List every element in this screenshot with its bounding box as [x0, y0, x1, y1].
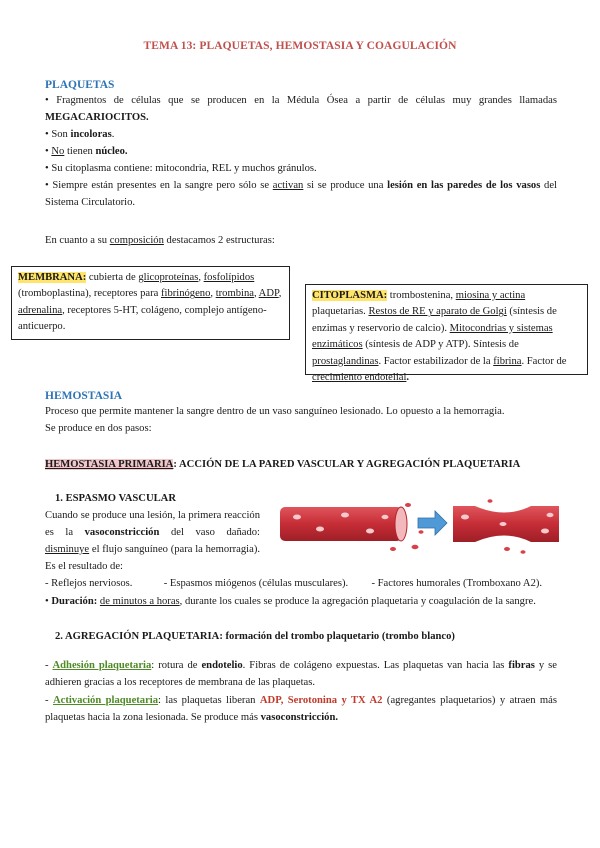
- bullet-activacion: • Siempre están presentes en la sangre pero sólo se activan si se produce una lesión en las paredes de los vasos del Sistema Circulatorio.: [45, 179, 557, 208]
- hemostasia-primaria-heading: HEMOSTASIA PRIMARIA: ACCIÓN DE LA PARED VASCULAR Y AGREGACIÓN PLAQUETARIA: [45, 459, 521, 470]
- bullet-nucleo: • No tienen núcleo.: [45, 145, 128, 157]
- hemostasia-intro: [45, 404, 565, 438]
- membrana-box: MEMBRANA: cubierta de glicoproteínas, fosfolípidos (tromboplastina), receptores para fibrinógeno, trombina, ADP, adrenalina, receptores 5-HT, colágeno, complejo antígeno-anticuerpo.: [11, 266, 290, 340]
- vessel-constricted-icon: [453, 499, 559, 554]
- hemostasia-steps-line: Se produce en dos pasos:: [45, 422, 152, 434]
- espasmo-text: Cuando se produce una lesión, la primera reacción es la vasoconstricción del vaso dañado: disminuye el flujo sanguíneo (para la hemorragia). Es el resultado de:: [45, 510, 260, 572]
- bullet-fragmentos: • Fragmentos de células que se producen en la Médula Ósea a partir de células muy grandes llamadas MEGACARIOCITOS.: [45, 95, 557, 123]
- bullet-citoplasma: • Su citoplasma contiene: mitocondria, REL y muchos gránulos.: [45, 162, 317, 174]
- activacion-text: - Activación plaquetaria: las plaquetas liberan ADP, Serotonina y TX A2 (agregantes plaquetarios) y atraen más plaquetas hacia la zona lesionada. Se produce más vasoconstricción.: [45, 695, 557, 723]
- adhesion-text: - Adhesión plaquetaria: rotura de endotelio. Fibras de colágeno expuestas. Las plaquetas van hacia las fibras y se adhieren gracias a los receptores de membrana de las plaquetas.: [45, 660, 557, 688]
- vasoconstriction-illustration: [275, 497, 565, 559]
- cause-reflejos: - Reflejos nerviosos.: [45, 578, 133, 589]
- duracion-line: • Duración: de minutos a horas, durante los cuales se produce la agregación plaquetaria y coagulación de la sangre.: [45, 596, 536, 607]
- hemostasia-heading: HEMOSTASIA: [45, 390, 123, 402]
- plaquetas-bullets: [45, 93, 557, 212]
- page-title: TEMA 13: PLAQUETAS, HEMOSTASIA Y COAGULACIÓN: [143, 40, 457, 52]
- bullet-incoloras: • Son incoloras.: [45, 128, 115, 140]
- hemostasia-definition: Proceso que permite mantener la sangre dentro de un vaso sanguíneo lesionado. Lo opuesto a la hemorragia.: [45, 406, 505, 417]
- composicion-line: En cuanto a su composición destacamos 2 estructuras:: [45, 235, 275, 246]
- cause-espasmos: - Espasmos miógenos (células musculares).: [163, 578, 349, 589]
- espasmo-heading: 1. ESPASMO VASCULAR: [55, 493, 176, 504]
- citoplasma-box: CITOPLASMA: trombostenina, miosina y actina plaquetarias. Restos de RE y aparato de Golgi (síntesis de enzimas y reservorio de calcio). Mitocondrias y sistemas enzimáticos (síntesis de ADP y ATP). Síntesis de prostaglandinas. Factor estabilizador de la fibrina. Factor de crecimiento endotelial.: [305, 284, 588, 375]
- cause-factores: - Factores humorales (Tromboxano A2).: [371, 578, 543, 589]
- espasmo-causes: [45, 576, 575, 593]
- plaquetas-heading: PLAQUETAS: [45, 79, 115, 91]
- citoplasma-label: CITOPLASMA:: [312, 290, 388, 301]
- membrana-label: MEMBRANA:: [18, 272, 87, 283]
- vessel-normal-icon: [280, 503, 424, 551]
- agregacion-heading: 2. AGREGACIÓN PLAQUETARIA: formación del trombo plaquetario (trombo blanco): [55, 631, 455, 642]
